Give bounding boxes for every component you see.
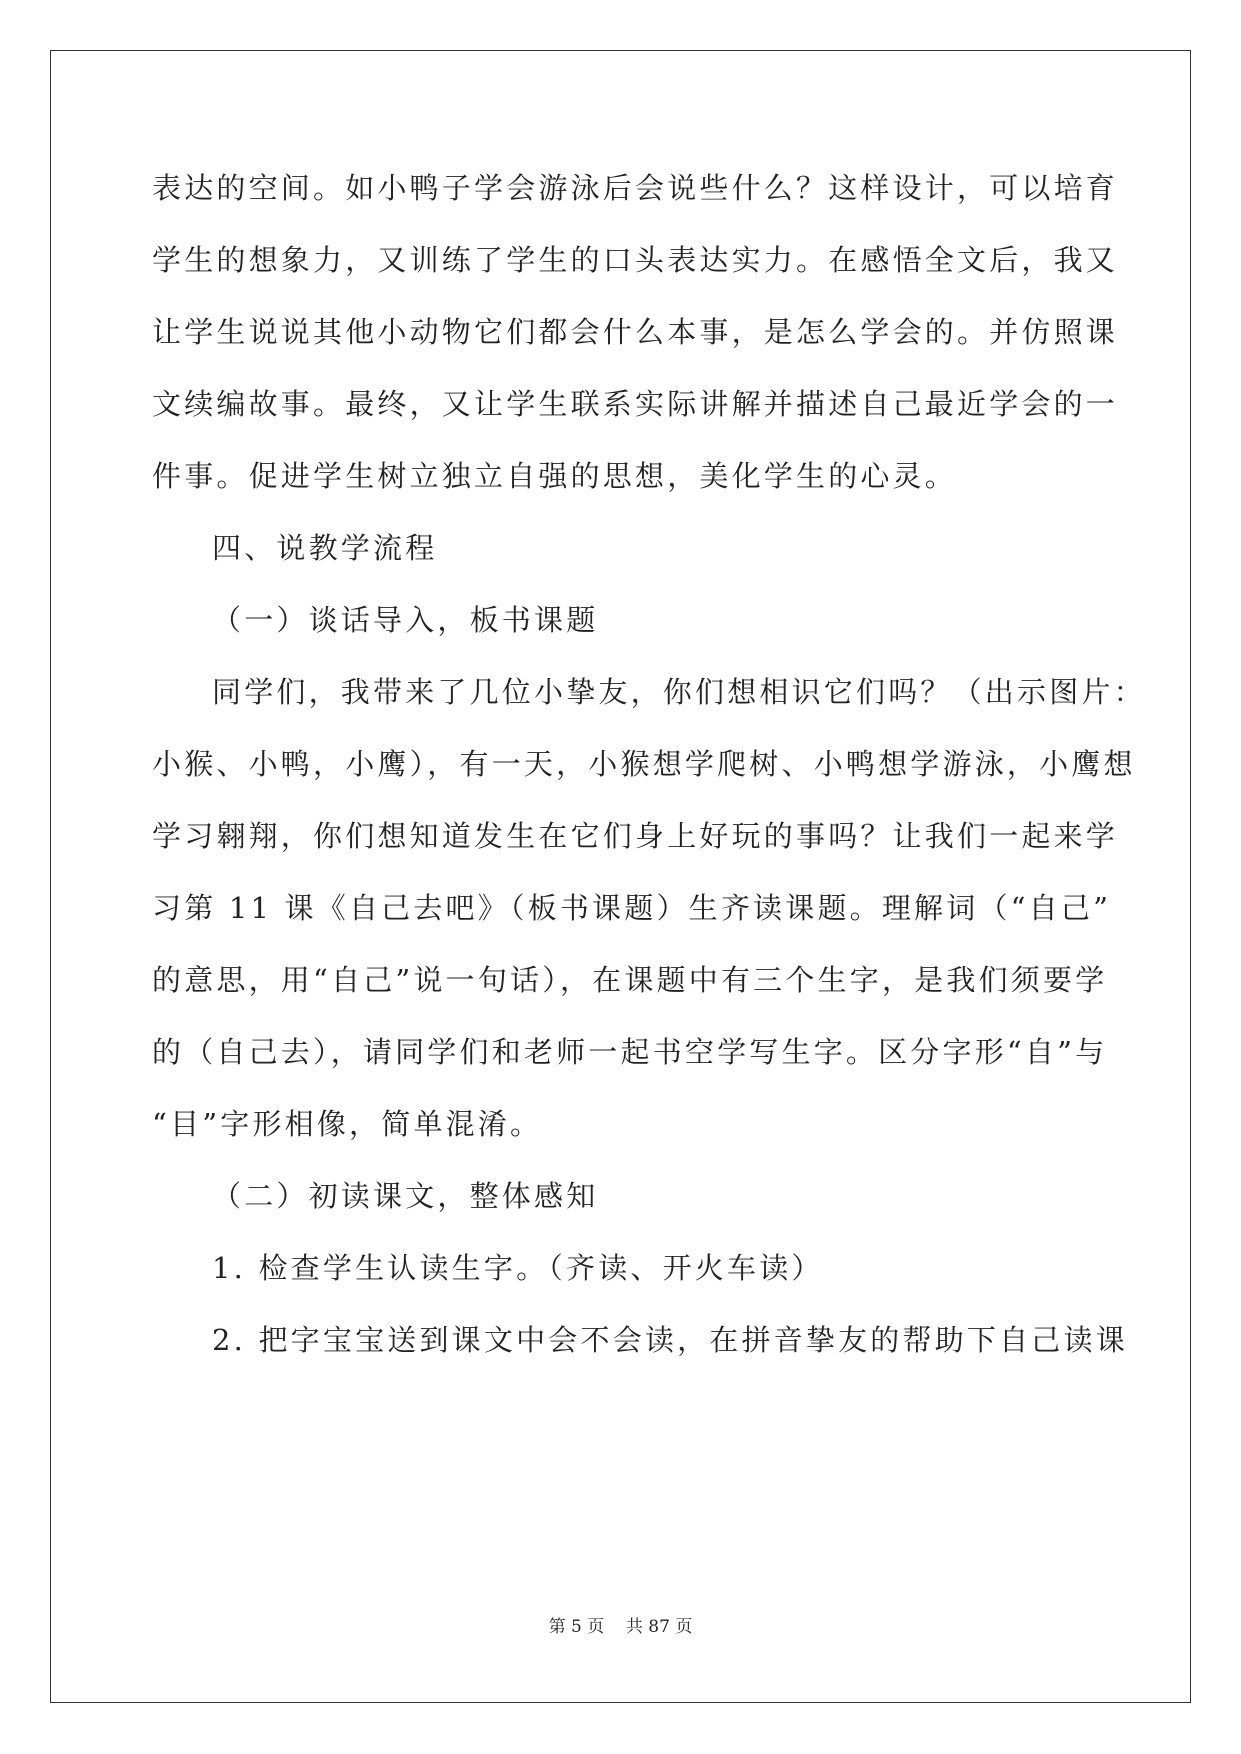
paragraph-line: 学习翱翔，你们想知道发生在它们身上好玩的事吗？让我们一起来学	[152, 819, 1119, 853]
page-border	[50, 50, 1191, 1703]
page-number: 第 5 页	[548, 1617, 605, 1637]
paragraph-line: 的（自己去），请同学们和老师一起书空学写生字。区分字形“自”与	[152, 1035, 1108, 1069]
paragraph-line: 小猴、小鸭，小鹰），有一天，小猴想学爬树、小鸭想学游泳，小鹰想	[152, 747, 1136, 781]
list-item: 2. 把字宝宝送到课文中会不会读，在拼音挚友的帮助下自己读课	[212, 1323, 1128, 1357]
paragraph-line: 件事。促进学生树立独立自强的思想，美化学生的心灵。	[152, 459, 958, 493]
section-heading: 四、说教学流程	[212, 531, 438, 565]
paragraph-line: 表达的空间。如小鸭子学会游泳后会说些什么？这样设计，可以培育	[152, 171, 1119, 205]
subsection-heading: （二）初读课文，整体感知	[212, 1179, 599, 1213]
page-total: 共 87 页	[625, 1617, 693, 1637]
list-item: 1. 检查学生认读生字。（齐读、开火车读）	[212, 1251, 824, 1285]
subsection-heading: （一）谈话导入，板书课题	[212, 603, 599, 637]
paragraph-line: 学生的想象力，又训练了学生的口头表达实力。在感悟全文后，我又	[152, 243, 1119, 277]
paragraph-line: 同学们，我带来了几位小挚友，你们想相识它们吗？（出示图片：	[212, 675, 1146, 709]
paragraph-line: 的意思，用“自己”说一句话），在课题中有三个生字，是我们须要学	[152, 963, 1108, 997]
paragraph-line: “目”字形相像，简单混淆。	[152, 1107, 543, 1141]
paragraph-line: 让学生说说其他小动物它们都会什么本事，是怎么学会的。并仿照课	[152, 315, 1119, 349]
paragraph-line: 文续编故事。最终，又让学生联系实际讲解并描述自己最近学会的一	[152, 387, 1119, 421]
paragraph-line: 习第 11 课《自己去吧》（板书课题）生齐读课题。理解词（“自己”	[152, 891, 1112, 925]
page-footer	[0, 1612, 1241, 1637]
